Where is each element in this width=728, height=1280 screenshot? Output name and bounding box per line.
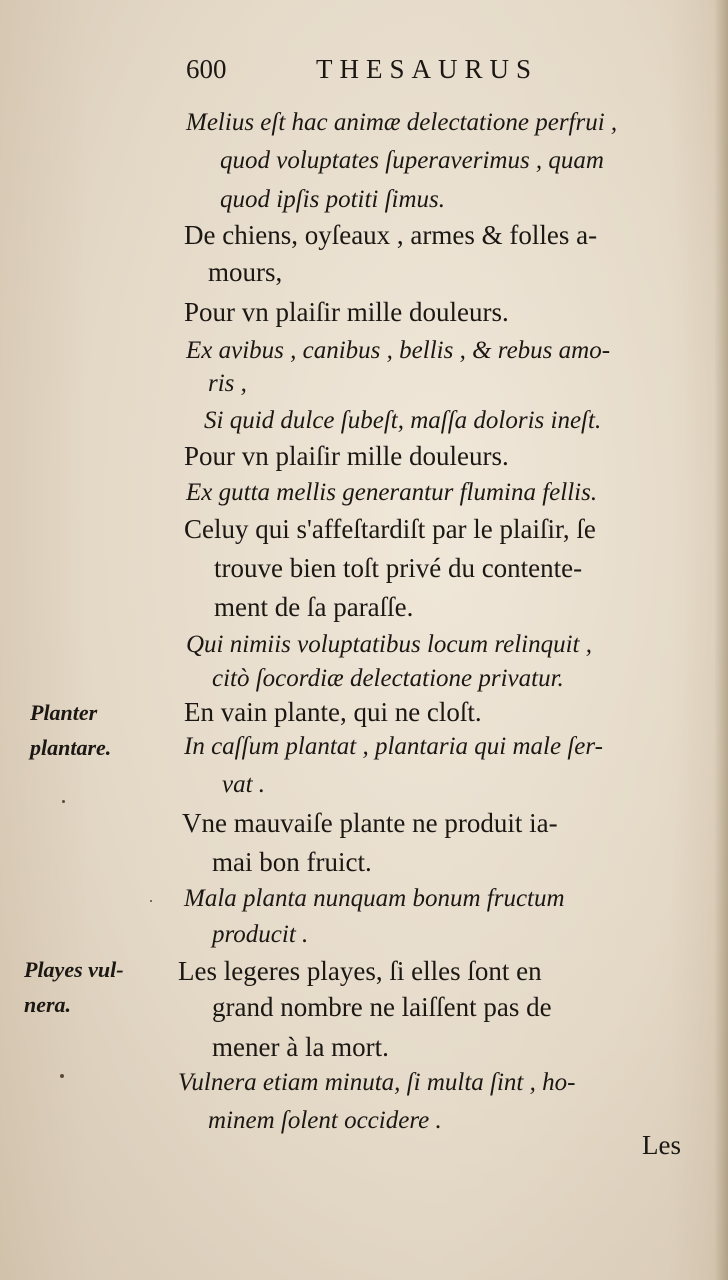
text-line: minem ſolent occidere .: [208, 1107, 442, 1134]
text-line: quod ipſis potiti ſimus.: [220, 186, 446, 213]
ink-speck: [60, 1074, 64, 1078]
text-line: Pour vn plaiſir mille douleurs.: [184, 297, 509, 327]
text-line: Ex avibus , canibus , bellis , & rebus amo-: [186, 337, 611, 364]
text-line: ment de ſa paraſſe.: [214, 592, 414, 622]
text-line: Qui nimiis voluptatibus locum relinquit ,: [186, 631, 593, 658]
text-line: vat .: [222, 771, 266, 798]
text-line: citò ſocordiæ delectatione privatur.: [212, 665, 564, 692]
margin-note: plantare.: [30, 735, 112, 760]
margin-note: Planter: [30, 700, 98, 725]
text-line: mours,: [208, 257, 283, 287]
ink-speck: [150, 900, 152, 902]
running-head: THESAURUS: [316, 54, 539, 84]
text-line: Mala planta nunquam bonum fructum: [184, 885, 565, 912]
text-line: In caſſum plantat , plantaria qui male ſer-: [184, 733, 603, 760]
margin-note: nera.: [24, 992, 72, 1017]
text-line: Celuy qui s'affeſtardiſt par le plaiſir, ſe: [184, 514, 596, 544]
text-line: mai bon fruict.: [212, 847, 372, 877]
text-line: Si quid dulce ſubeſt, maſſa doloris ineſt.: [204, 407, 602, 434]
text-line: Vulnera etiam minuta, ſi multa ſint , ho-: [178, 1069, 576, 1096]
text-line: ris ,: [208, 370, 247, 397]
text-line: grand nombre ne laiſſent pas de: [212, 992, 552, 1022]
text-line: producit .: [212, 921, 309, 948]
text-line: Pour vn plaiſir mille douleurs.: [184, 441, 509, 471]
text-line: Melius eſt hac animæ delectatione perfrui ,: [186, 109, 618, 136]
page-header: [186, 54, 626, 94]
page-number: 600: [186, 54, 227, 84]
text-line: Ex gutta mellis generantur flumina fellis.: [186, 479, 598, 506]
margin-note: Playes vul-: [24, 957, 124, 982]
text-line: Vne mauvaiſe plante ne produit ia-: [182, 808, 558, 838]
gutter-shadow: [714, 0, 728, 1280]
text-line: quod voluptates ſuperaverimus , quam: [220, 147, 604, 174]
text-line: De chiens, oyſeaux , armes & folles a-: [184, 220, 598, 250]
text-line: Les legeres playes, ſi elles ſont en: [178, 956, 542, 986]
catchword: Les: [642, 1130, 681, 1160]
text-line: trouve bien toſt privé du contente-: [214, 553, 583, 583]
ink-speck: [62, 800, 65, 803]
text-line: mener à la mort.: [212, 1032, 389, 1062]
text-line: En vain plante, qui ne cloſt.: [184, 697, 482, 727]
